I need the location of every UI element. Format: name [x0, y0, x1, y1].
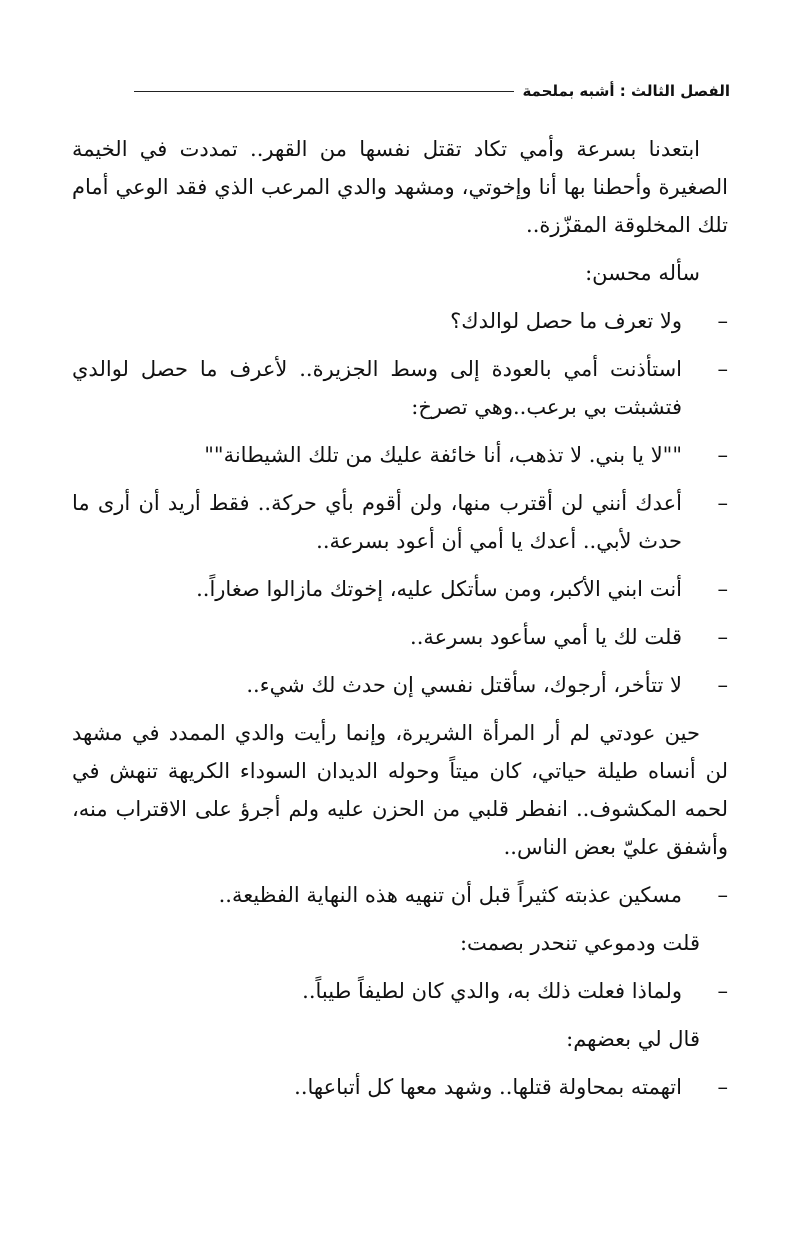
dash-mark: – — [717, 883, 728, 907]
paragraph-5: قال لي بعضهم: — [566, 1027, 700, 1051]
dialogue-text: قلت لك يا أمي سأعود بسرعة.. — [410, 625, 682, 649]
chapter-header — [70, 76, 730, 106]
dialogue-item-6 — [72, 618, 728, 656]
chapter-title: الفصل الثالث : أشبه بملحمة — [522, 82, 730, 100]
dash-mark: – — [717, 1075, 728, 1099]
dialogue-text: ولماذا فعلت ذلك به، والدي كان لطيفاً طيباً.. — [302, 979, 682, 1003]
dialogue-item-2 — [72, 350, 728, 426]
dialogue-item-1 — [72, 302, 728, 340]
dialogue-text: ""لا يا بني. لا تذهب، أنا خائفة عليك من تلك الشيطانة"" — [204, 443, 682, 467]
dialogue-item-4 — [72, 484, 728, 560]
dialogue-item-9 — [72, 972, 728, 1010]
dash-mark: – — [717, 625, 728, 649]
dialogue-item-10 — [72, 1068, 728, 1106]
dialogue-item-5 — [72, 570, 728, 608]
dash-mark: – — [717, 443, 728, 467]
dialogue-text: اتهمته بمحاولة قتلها.. وشهد معها كل أتباعها.. — [294, 1075, 682, 1099]
dash-mark: – — [717, 357, 728, 381]
dash-mark: – — [717, 979, 728, 1003]
dialogue-item-3 — [72, 436, 728, 474]
dialogue-text: ولا تعرف ما حصل لوالدك؟ — [450, 309, 682, 333]
dash-mark: – — [717, 673, 728, 697]
paragraph-4: قلت ودموعي تنحدر بصمت: — [459, 931, 700, 955]
dialogue-item-7 — [72, 666, 728, 704]
dialogue-text: مسكين عذبته كثيراً قبل أن تنهيه هذه النهاية الفظيعة.. — [218, 883, 682, 907]
paragraph-3: حين عودتي لم أر المرأة الشريرة، وإنما رأيت والدي الممدد في مشهد لن أنساه طيلة حياتي، كان ميتاً وحوله الديدان السوداء الكريهة تنهش في لحمه المكشوف.. انفطر قلبي من الحزن عليه ولم أجرؤ على الاقتراب منه، وأشفق عليّ بعض الناس.. — [72, 721, 728, 859]
paragraph-1: ابتعدنا بسرعة وأمي تكاد تقتل نفسها من القهر.. تمددت في الخيمة الصغيرة وأحطنا بها أنا وإخوتي، ومشهد والدي المرعب الذي فقد الوعي أمام تلك المخلوقة المقزّزة.. — [72, 137, 728, 237]
paragraph-2: سأله محسن: — [585, 261, 700, 285]
dash-mark: – — [717, 577, 728, 601]
page-body — [72, 130, 728, 1116]
dash-mark: – — [717, 491, 728, 515]
dialogue-text: أنت ابني الأكبر، ومن سأتكل عليه، إخوتك مازالوا صغاراً.. — [196, 577, 682, 601]
dash-mark: – — [717, 309, 728, 333]
dialogue-text: لا تتأخر، أرجوك، سأقتل نفسي إن حدث لك شيء.. — [246, 673, 682, 697]
dialogue-text: استأذنت أمي بالعودة إلى وسط الجزيرة.. لأعرف ما حصل لوالدي فتشبثت بي برعب..وهي تصرخ: — [72, 357, 682, 419]
header-rule — [134, 91, 514, 92]
dialogue-item-8 — [72, 876, 728, 914]
dialogue-text: أعدك أنني لن أقترب منها، ولن أقوم بأي حركة.. فقط أريد أن أرى ما حدث لأبي.. أعدك يا أمي أن أعود بسرعة.. — [72, 491, 682, 553]
